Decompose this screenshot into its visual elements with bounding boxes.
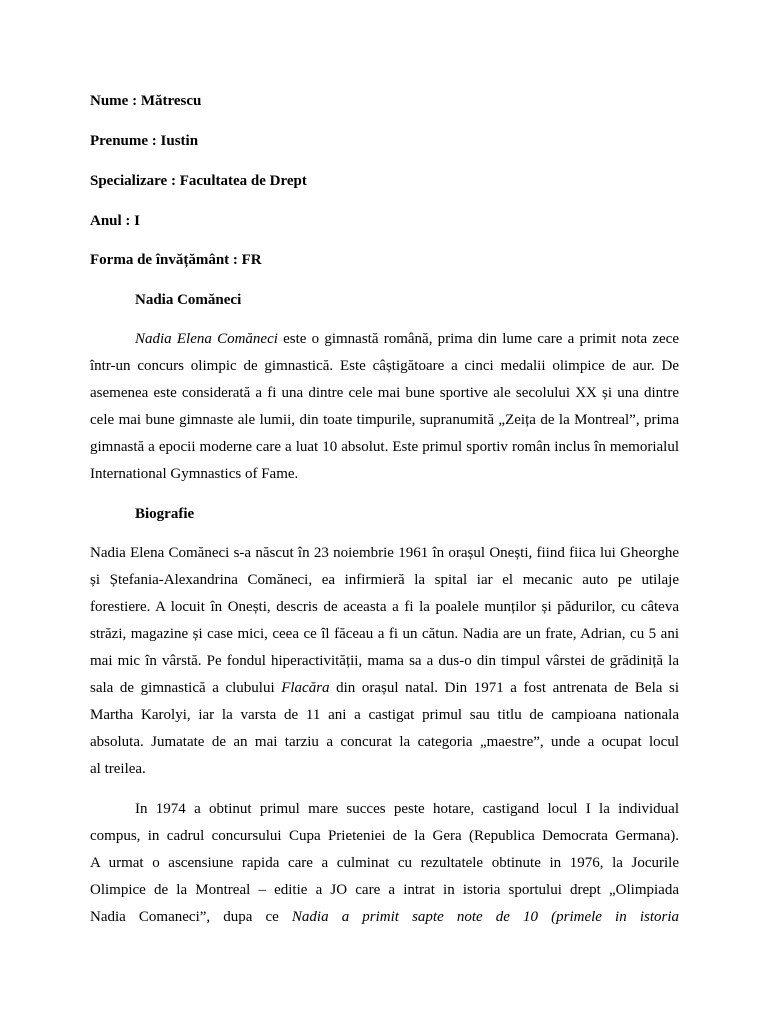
bio-line-pre: sala de gimnastică a clubului [90, 680, 282, 696]
intro-line: asemenea este considerată a fi una dintre cele mai bune sportive ale secolului XX și una dintre [90, 385, 679, 401]
bio-line: și Ștefania-Alexandrina Comăneci, ea infirmieră la spital iar el mecanic auto pe utilaje [90, 572, 679, 588]
intro-line: gimnastă a epocii moderne care a luat 10 absolut. Este primul sportiv român inclus în memorialul [90, 439, 679, 455]
bio-line: al treilea. [90, 761, 146, 777]
document-title: Nadia Comăneci [135, 292, 242, 308]
bio-line: forestiere. A locuit în Onești, descris de aceasta a fi la poalele munților și pădurilor, cu câteva [90, 599, 679, 615]
p1974-line: compus, in cadrul concursului Cupa Prieteniei de la Gera (Republica Democrata Germana). [90, 828, 679, 844]
field-prenume: Prenume : Iustin [90, 133, 199, 149]
bio-line: absoluta. Jumatate de an mai tarziu a concurat la categoria „maestre”, unde a ocupat locul [90, 734, 679, 750]
p1974-italic: Nadia a primit sapte note de 10 (primele in istoria [291, 909, 679, 925]
field-specializare: Specializare : Facultatea de Drept [90, 173, 307, 189]
paragraph-1974 [90, 796, 679, 931]
intro-line: International Gymnastics of Fame. [90, 466, 299, 482]
field-anul: Anul : I [90, 213, 141, 229]
intro-name-italic: Nadia Elena Comăneci [135, 331, 278, 347]
p1974-line [90, 904, 679, 931]
bio-line: Martha Karolyi, iar la varsta de 11 ani a castigat primul sau titlu de campioana nationala [90, 707, 679, 723]
field-nume: Nume : Mătrescu [90, 93, 202, 109]
bio-line: străzi, magazine și case mici, ceea ce îl făceau a fi un cătun. Nadia are un frate, Adrian, cu 5 ani [90, 626, 679, 642]
intro-line: cele mai bune gimnaste ale lumii, din toate timpurile, supranumită „Zeița de la Montreal”, prima [90, 412, 679, 428]
p1974-line: Olimpice de la Montreal – editie a JO care a intrat in istoria sportului drept „Olimpiada [90, 882, 679, 898]
bio-line-post: din orașul natal. Din 1971 a fost antrenata de Bela si [329, 680, 679, 696]
p1974-line: In 1974 a obtinut primul mare succes peste hotare, castigand locul I la individual [135, 801, 679, 817]
p1974-line: A urmat o ascensiune rapida care a culminat cu rezultatele obtinute in 1976, la Jocurile [90, 855, 679, 871]
intro-paragraph [90, 326, 679, 488]
bio-line [90, 675, 679, 702]
intro-line: într-un concurs olimpic de gimnastică. Este câștigătoare a cinci medalii olimpice de aur. De [90, 358, 679, 374]
flacara-italic: Flacăra [281, 680, 330, 696]
field-forma: Forma de învățământ : FR [90, 252, 262, 268]
bio-line: Nadia Elena Comăneci s-a născut în 23 noiembrie 1961 în orașul Onești, fiind fiica lui Gheorghe [90, 545, 679, 561]
p1974-line-pre: Nadia Comaneci”, dupa ce [90, 909, 292, 925]
intro-line [90, 326, 679, 353]
bio-line: mai mic în vârstă. Pe fondul hiperactivității, mama sa a dus-o din timpul vârstei de grădiniță la [90, 653, 679, 669]
intro-line-rest: este o gimnastă română, prima din lume care a primit nota zece [277, 331, 679, 347]
biografie-heading: Biografie [135, 506, 195, 522]
biografie-paragraph [90, 540, 679, 783]
